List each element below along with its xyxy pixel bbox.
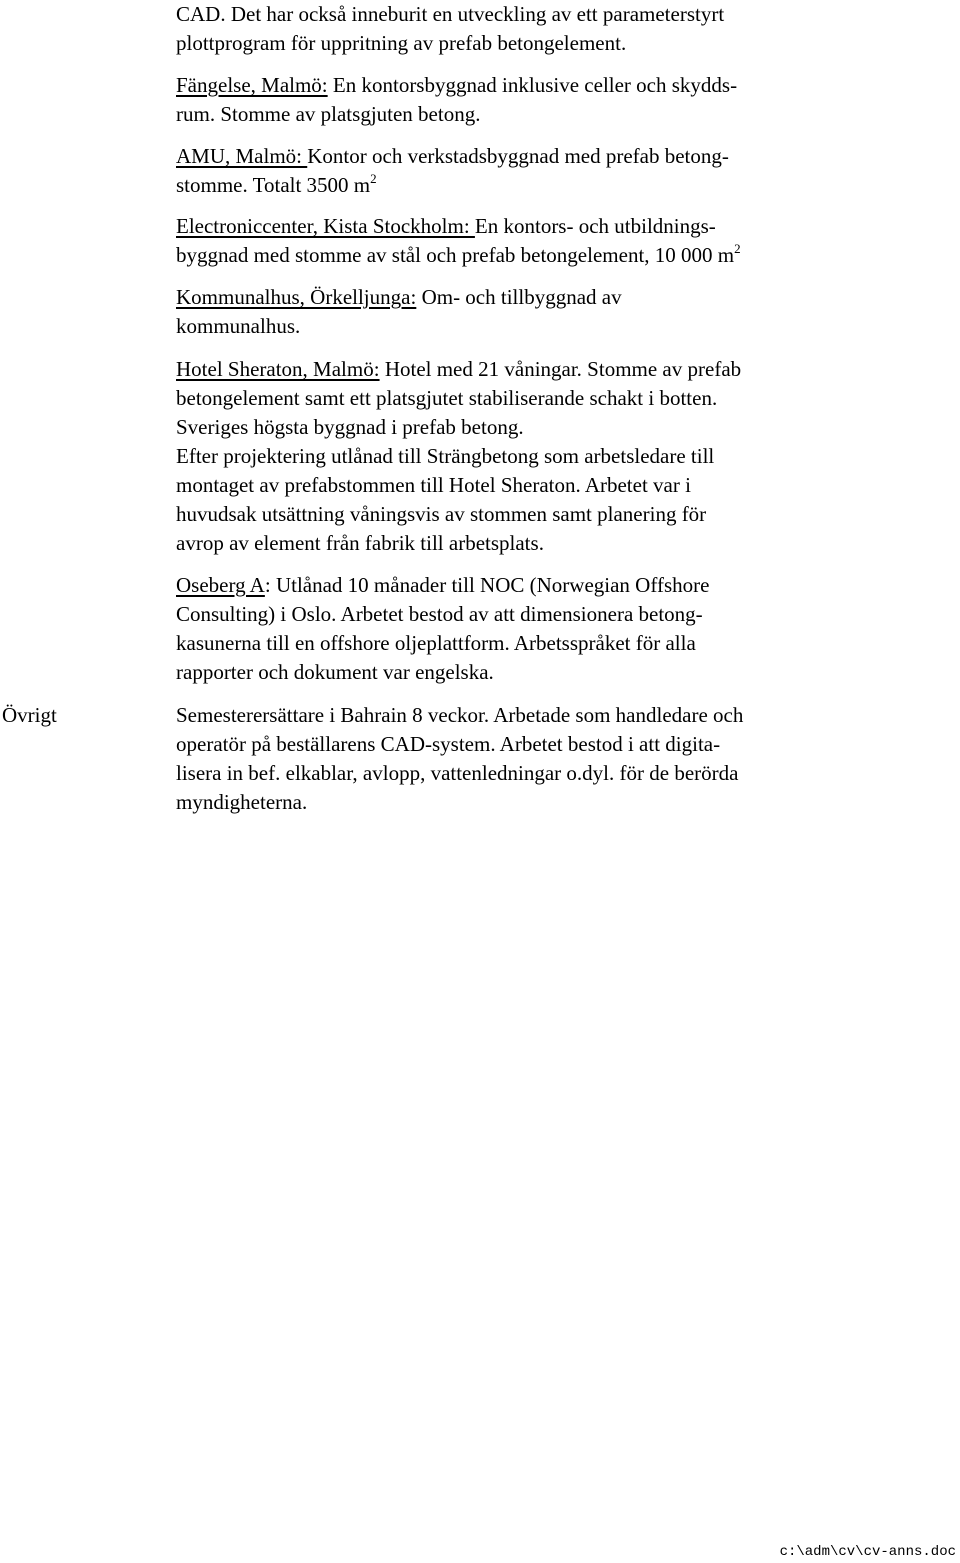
superscript: 2 (734, 241, 741, 256)
text-line: plottprogram för uppritning av prefab betongelement. (176, 31, 627, 55)
project-text: Om- och tillbyggnad av (416, 285, 622, 309)
text-line: Consulting) i Oslo. Arbetet bestod av att dimensionera betong- (176, 602, 703, 626)
project-kommunalhus (176, 283, 856, 341)
project-text: stomme. Totalt 3500 m (176, 173, 371, 197)
project-amu (176, 142, 856, 200)
text-line (176, 241, 856, 270)
text-line: montaget av prefabstommen till Hotel Sheraton. Arbetet var i (176, 473, 691, 497)
text-line: Semesterersättare i Bahrain 8 veckor. Arbetade som handledare och (176, 703, 744, 727)
text-line (176, 212, 856, 241)
project-title: Kommunalhus, Örkelljunga: (176, 285, 417, 309)
text-line (176, 571, 856, 600)
project-title: AMU, Malmö: (176, 144, 308, 168)
superscript: 2 (370, 171, 377, 186)
project-oseberg (176, 571, 856, 687)
section-label-ovrigt: Övrigt (2, 703, 57, 727)
project-electroniccenter (176, 212, 856, 270)
text-line (176, 171, 856, 200)
project-title: Oseberg A (176, 573, 265, 597)
project-text: Kontor och verkstadsbyggnad med prefab betong- (307, 144, 729, 168)
project-text: : Utlånad 10 månader till NOC (Norwegian Offshore (264, 573, 710, 597)
project-sheraton (176, 355, 856, 558)
text-line: rum. Stomme av platsgjuten betong. (176, 102, 481, 126)
text-line: rapporter och dokument var engelska. (176, 660, 494, 684)
text-line: operatör på beställarens CAD-system. Arbetet bestod i att digita- (176, 732, 721, 756)
project-title: Hotel Sheraton, Malmö: (176, 357, 380, 381)
text-line (176, 355, 856, 384)
footer-file-path: c:\adm\cv\cv-anns.doc (779, 1544, 956, 1560)
text-line: betongelement samt ett platsgjutet stabiliserande schakt i botten. (176, 386, 718, 410)
project-text: En kontors- och utbildnings- (474, 214, 716, 238)
text-line: avrop av element från fabrik till arbetsplats. (176, 531, 544, 555)
text-line: kasunerna till en offshore oljeplattform. Arbetsspråket för alla (176, 631, 696, 655)
text-line: Efter projektering utlånad till Strängbetong som arbetsledare till (176, 444, 715, 468)
text-line: myndigheterna. (176, 790, 308, 814)
project-title: Electroniccenter, Kista Stockholm: (176, 214, 475, 238)
text-line (176, 142, 856, 171)
project-text: Hotel med 21 våningar. Stomme av prefab (379, 357, 742, 381)
text-line (176, 283, 856, 312)
intro-paragraph (176, 0, 856, 58)
project-text: En kontorsbyggnad inklusive celler och skydds- (327, 73, 738, 97)
text-line: Sveriges högsta byggnad i prefab betong. (176, 415, 524, 439)
project-text: byggnad med stomme av stål och prefab betongelement, 10 000 m (176, 243, 735, 267)
project-fangelse (176, 71, 856, 129)
text-line: CAD. Det har också inneburit en utveckling av ett parameterstyrt (176, 2, 725, 26)
ovrigt-paragraph (176, 701, 856, 817)
text-line: kommunalhus. (176, 314, 301, 338)
text-line (176, 71, 856, 100)
project-title: Fängelse, Malmö: (176, 73, 328, 97)
text-line: huvudsak utsättning våningsvis av stommen samt planering för (176, 502, 707, 526)
text-line: lisera in bef. elkablar, avlopp, vattenledningar o.dyl. för de berörda (176, 761, 739, 785)
